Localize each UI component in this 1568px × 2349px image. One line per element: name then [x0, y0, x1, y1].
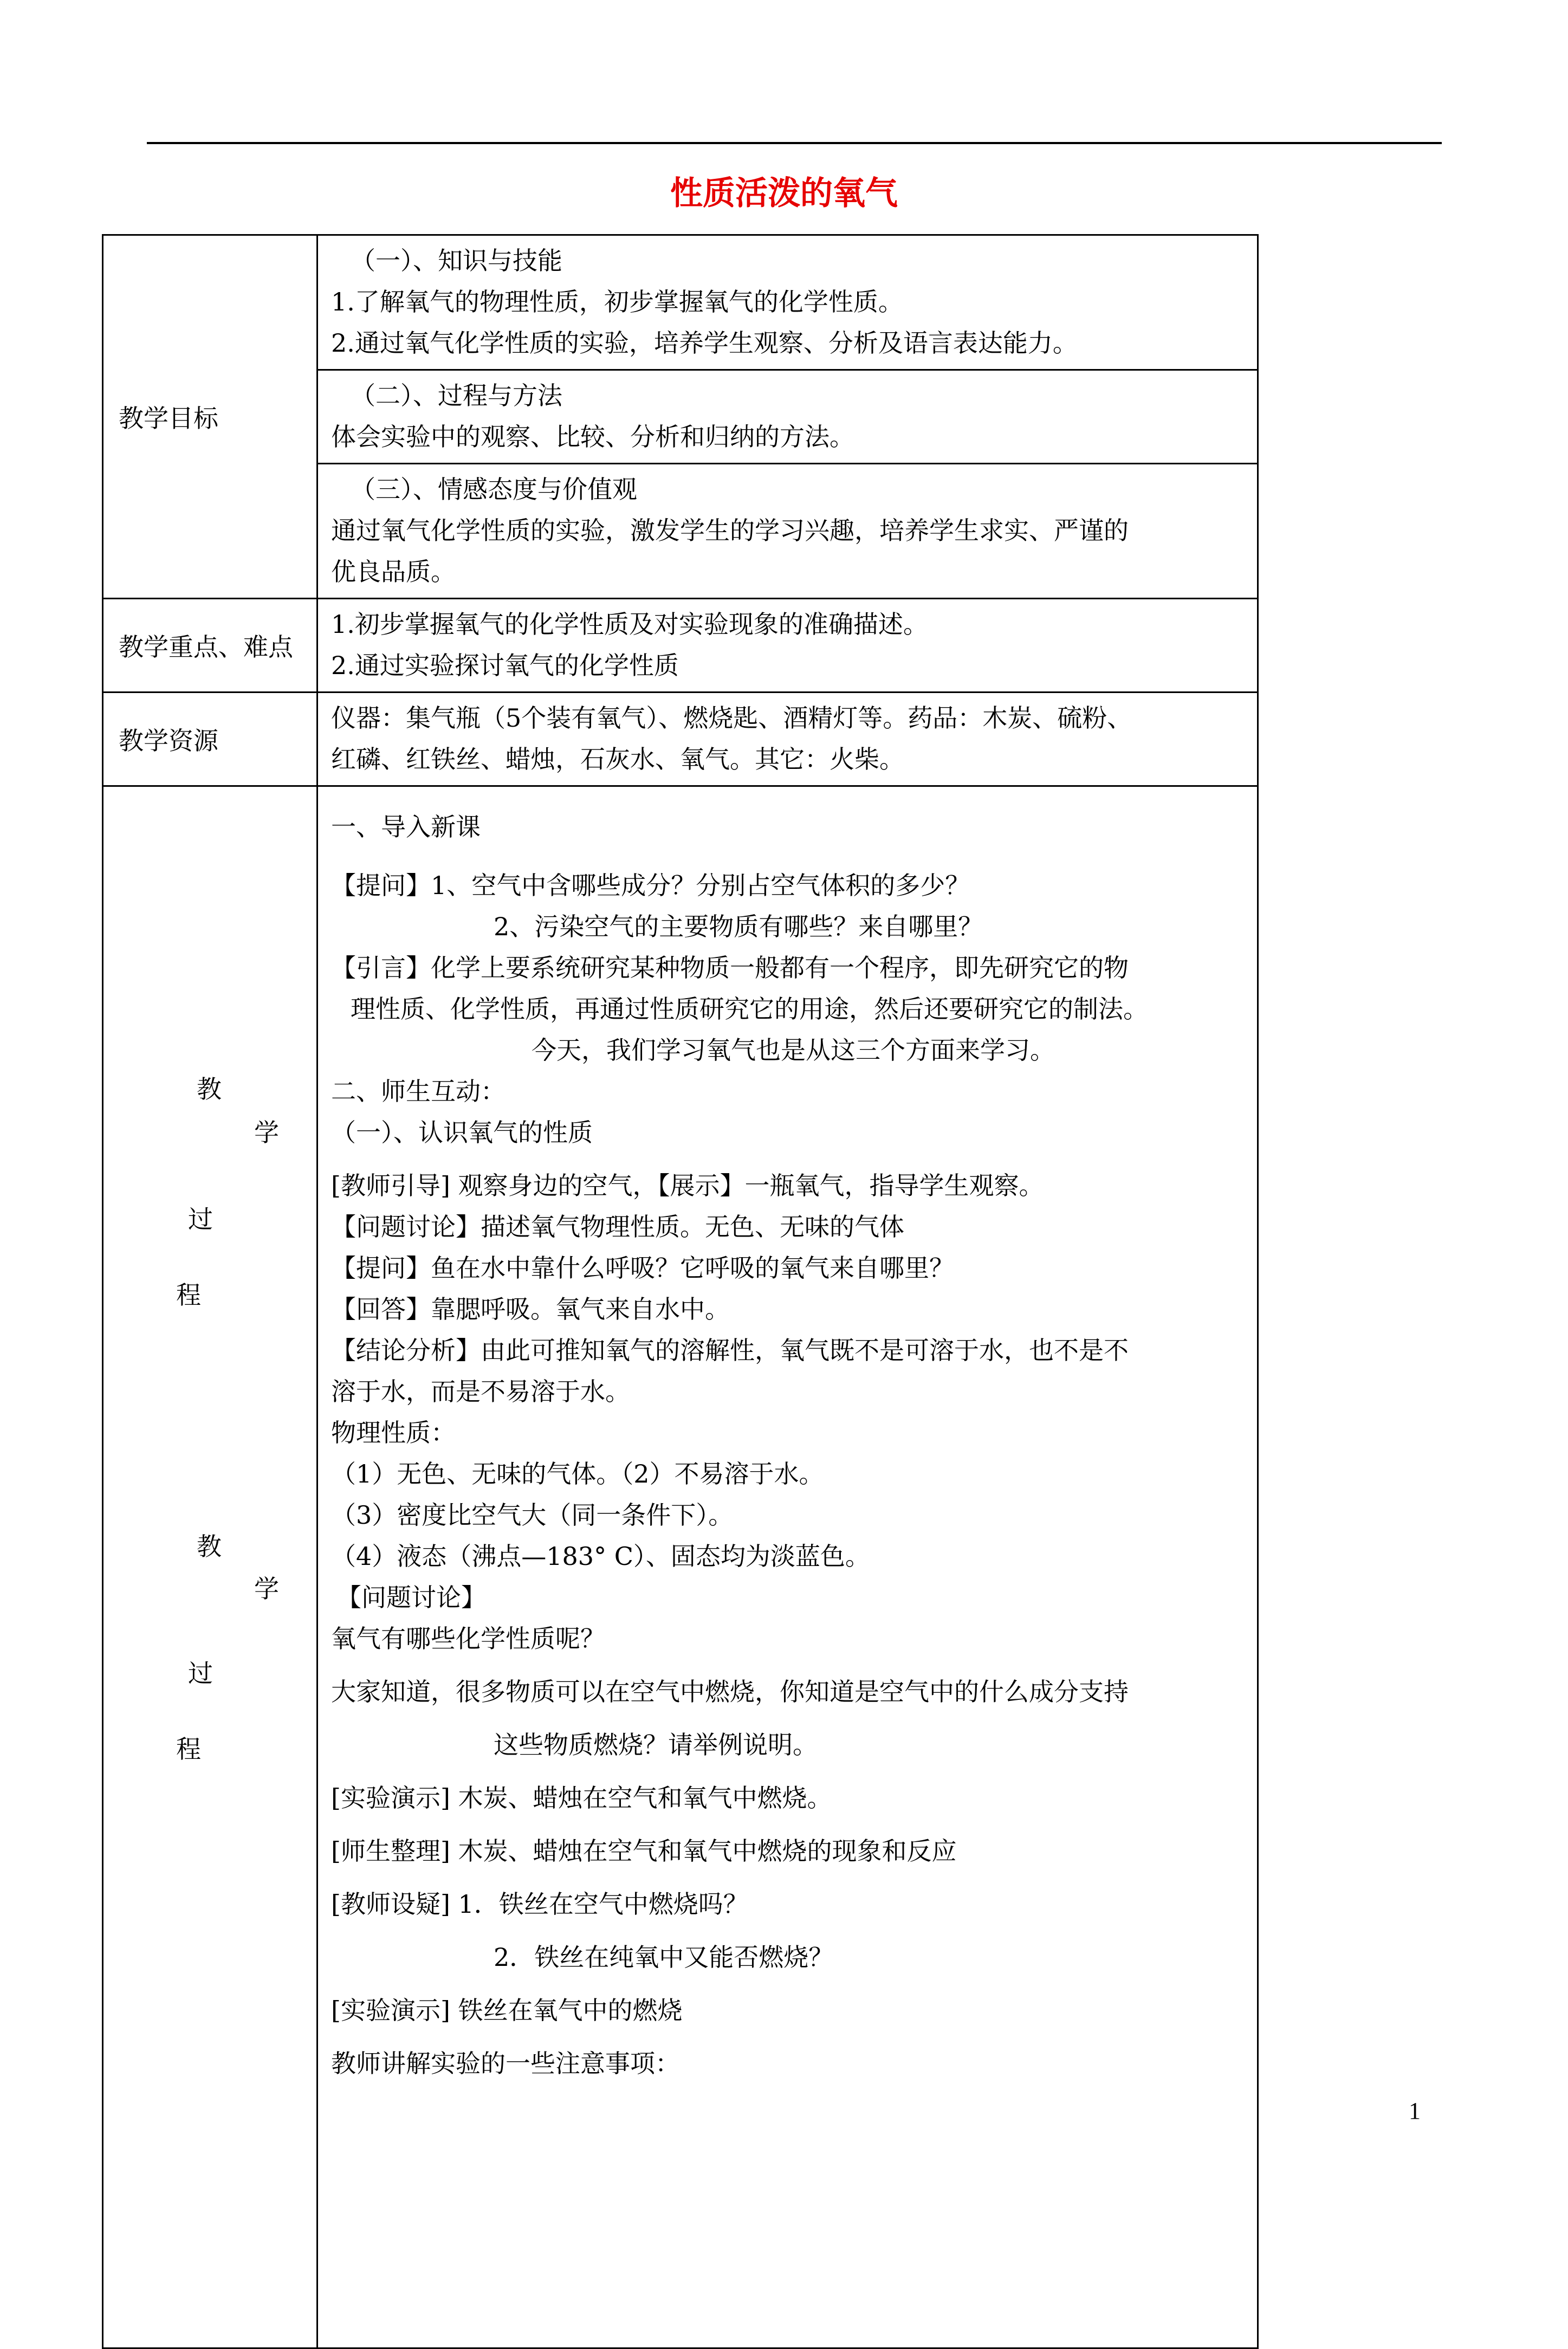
process-label-char: 教: [197, 1532, 222, 1561]
header-rule: [147, 142, 1442, 144]
document-title: 性质活泼的氧气: [670, 174, 898, 212]
objectives-process-cell: [318, 370, 1258, 464]
demo-line: [实验演示] 铁丝在氧气中的燃烧: [331, 1996, 683, 2025]
intro-heading: 一、导入新课: [331, 812, 481, 842]
objectives-attitude-cell: [318, 464, 1258, 599]
resources-line: 仪器：集气瓶（5个装有氧气）、燃烧匙、酒精灯等。药品：木炭、硫粉、: [331, 703, 1132, 733]
process-row: [103, 786, 1258, 2348]
process-heading: （二）、过程与方法: [351, 381, 562, 410]
physical-heading: 物理性质：: [331, 1418, 456, 1447]
key-points-cell: [318, 599, 1258, 693]
process-label-cell: [103, 786, 318, 2348]
process-label-char: 过: [188, 1205, 213, 1234]
physical-property: （1）无色、无味的气体。（2）不易溶于水。: [331, 1459, 824, 1489]
chem-question: 氧气有哪些化学性质呢？: [331, 1624, 605, 1653]
process-label-char: 学: [254, 1118, 279, 1147]
objectives-knowledge-cell: [318, 235, 1258, 370]
lead-line: 【引言】化学上要系统研究某种物质一般都有一个程序，即先研究它的物: [331, 953, 1129, 982]
lead-line: 今天，我们学习氧气也是从这三个方面来学习。: [532, 1036, 1055, 1065]
discuss-line: 【问题讨论】描述氧气物理性质。无色、无味的气体: [331, 1212, 904, 1241]
process-label: [103, 787, 316, 2347]
process-label-char: 学: [254, 1574, 279, 1603]
organize-line: [师生整理] 木炭、蜡烛在空气和氧气中燃烧的现象和反应: [331, 1836, 957, 1866]
ask-line: 【提问】鱼在水中靠什么呼吸？它呼吸的氧气来自哪里？: [331, 1253, 954, 1283]
question-line: 2、污染空气的主要物质有哪些？来自哪里？: [494, 912, 983, 941]
resources-line: 红磷、红铁丝、蜡烛，石灰水、氧气。其它：火柴。: [331, 745, 904, 774]
guide-line: [教师引导] 观察身边的空气，【展示】一瓶氧气，指导学生观察。: [331, 1171, 1044, 1200]
knowledge-heading: （一）、知识与技能: [351, 246, 562, 275]
process-content-cell: [318, 786, 1258, 2348]
key-points-row: [103, 599, 1258, 693]
attitude-heading: （三）、情感态度与价值观: [351, 475, 637, 504]
resources-cell: [318, 693, 1258, 786]
objectives-label: 教学目标: [103, 235, 318, 599]
burn-line: 大家知道，很多物质可以在空气中燃烧，你知道是空气中的什么成分支持: [331, 1677, 1129, 1706]
conclusion-line: 溶于水，而是不易溶于水。: [331, 1377, 630, 1406]
answer-line: 【回答】靠腮呼吸。氧气来自水中。: [331, 1295, 730, 1324]
sub-heading: （一）、认识氧气的性质: [331, 1118, 593, 1147]
notes-line: 教师讲解实验的一些注意事项：: [331, 2049, 680, 2078]
key-point-line: 2.通过实验探讨氧气的化学性质: [331, 651, 679, 680]
knowledge-line: 2.通过氧气化学性质的实验，培养学生观察、分析及语言表达能力。: [331, 328, 1078, 358]
doubt-line: 2．铁丝在纯氧中又能否燃烧？: [494, 1943, 834, 1972]
knowledge-line: 1.了解氧气的物理性质，初步掌握氧气的化学性质。: [331, 287, 903, 316]
discuss-heading: 【问题讨论】: [336, 1583, 486, 1612]
lesson-plan-table: [102, 234, 1259, 2349]
lead-line: 理性质、化学性质，再通过性质研究它的用途，然后还要研究它的制法。: [351, 994, 1148, 1024]
process-line: 体会实验中的观察、比较、分析和归纳的方法。: [331, 422, 854, 451]
key-point-line: 1.初步掌握氧气的化学性质及对实验现象的准确描述。: [331, 610, 928, 639]
objectives-row-knowledge: [103, 235, 1258, 370]
physical-property: （3）密度比空气大（同一条件下）。: [331, 1500, 734, 1530]
attitude-line: 优良品质。: [331, 557, 456, 586]
resources-row: [103, 693, 1258, 786]
attitude-line: 通过氧气化学性质的实验，激发学生的学习兴趣，培养学生求实、严谨的: [331, 516, 1129, 545]
page-number: 1: [1409, 2098, 1421, 2124]
question-line: 【提问】1、空气中含哪些成分？分别占空气体积的多少？: [331, 871, 970, 900]
process-label-char: 程: [176, 1735, 201, 1764]
physical-property: （4）液态（沸点—183° C）、固态均为淡蓝色。: [331, 1542, 870, 1571]
burn-line: 这些物质燃烧？请举例说明。: [494, 1730, 818, 1759]
process-label-char: 过: [188, 1659, 213, 1688]
resources-label: 教学资源: [103, 693, 318, 786]
demo-line: [实验演示] 木炭、蜡烛在空气和氧气中燃烧。: [331, 1783, 832, 1813]
conclusion-line: 【结论分析】由此可推知氧气的溶解性，氧气既不是可溶于水，也不是不: [331, 1336, 1129, 1365]
doubt-line: [教师设疑] 1．铁丝在空气中燃烧吗？: [331, 1889, 748, 1919]
process-label-char: 程: [176, 1280, 201, 1310]
key-points-label: 教学重点、难点: [103, 599, 318, 693]
interact-heading: 二、师生互动：: [331, 1077, 506, 1106]
process-label-char: 教: [197, 1075, 222, 1104]
